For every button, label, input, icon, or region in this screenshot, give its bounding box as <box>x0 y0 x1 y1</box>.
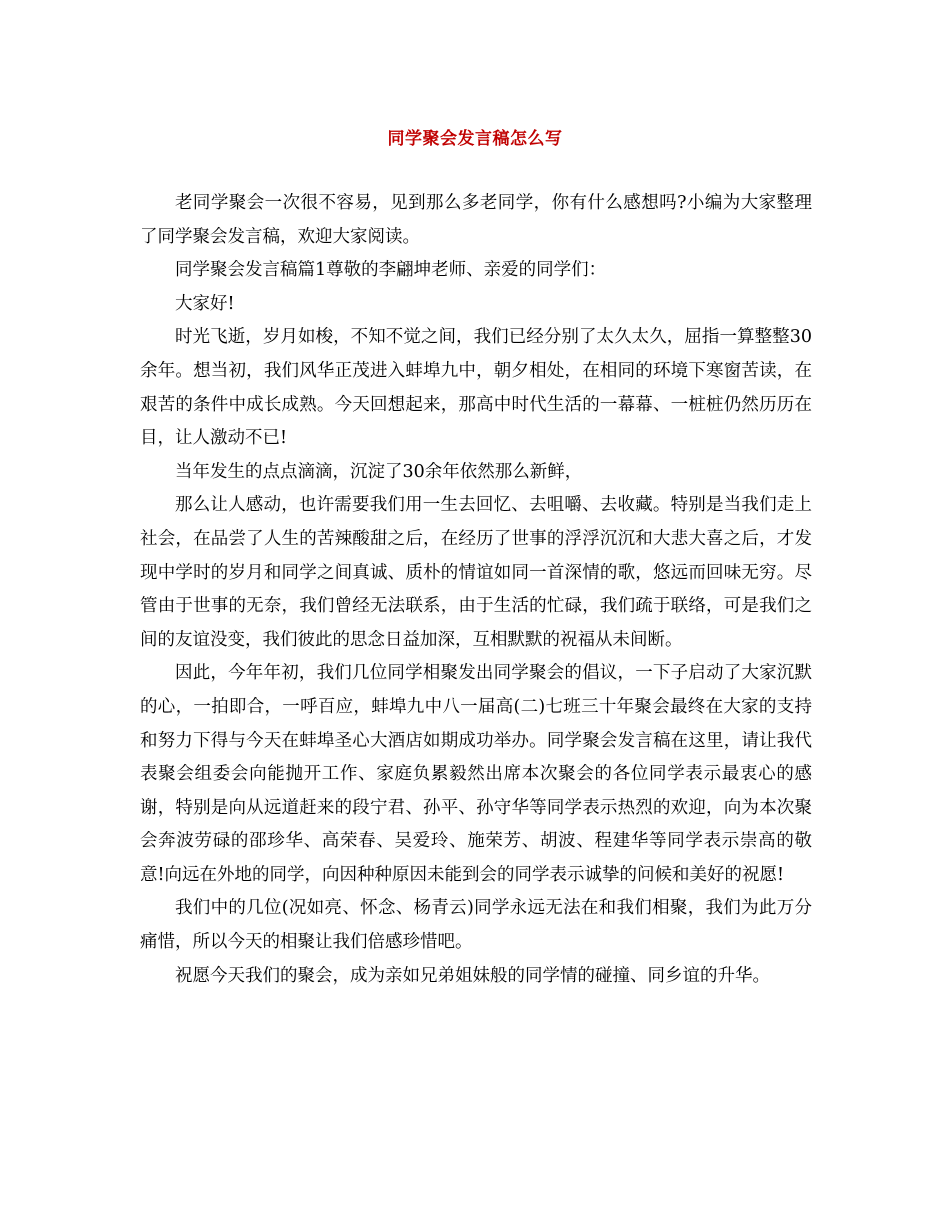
paragraph-time-flies: 时光飞逝，岁月如梭，不知不觉之间，我们已经分别了太久太久，屈指一算整整30余年。想当初，我们风华正茂进入蚌埠九中，朝夕相处，在相同的环境下寒窗苦读，在艰苦的条件中成长成熟。今天回想起来，那高中时代生活的一幕幕、一桩桩仍然历历在目，让人激动不已! <box>140 327 812 449</box>
document-body <box>140 187 812 993</box>
paragraph-wishes: 祝愿今天我们的聚会，成为亲如兄弟姐妹般的同学情的碰撞、同乡谊的升华。 <box>175 965 770 986</box>
paragraph-remembrance: 我们中的几位(况如亮、怀念、杨青云)同学永远无法在和我们相聚，我们为此万分痛惜，所以今天的相聚让我们倍感珍惜吧。 <box>140 898 812 953</box>
document-title: 同学聚会发言稿怎么写 <box>387 129 563 149</box>
paragraph-reunion-thanks: 因此，今年年初，我们几位同学相聚发出同学聚会的倡议，一下子启动了大家沉默的心，一拍即合，一呼百应，蚌埠九中八一届高(二)七班三十年聚会最终在大家的支持和努力下得与今天在蚌埠圣心大酒店如期成功举办。同学聚会发言稿在这里，请让我代表聚会组委会向能抛开工作、家庭负累毅然出席本次聚会的各位同学表示最衷心的感谢，特别是向从远道赶来的段宁君、孙平、孙守华等同学表示热烈的欢迎，向为本次聚会奔波劳碌的邵珍华、高荣春、吴爱玲、施荣芳、胡波、程建华等同学表示崇高的敬意!向远在外地的同学，向因种种原因未能到会的同学表示诚挚的问候和美好的祝愿! <box>140 663 812 885</box>
paragraph-friendship: 那么让人感动，也许需要我们用一生去回忆、去咀嚼、去收藏。特别是当我们走上社会，在品尝了人生的苦辣酸甜之后，在经历了世事的浮浮沉沉和大悲大喜之后，才发现中学时的岁月和同学之间真诚、质朴的情谊如同一首深情的歌，悠远而回味无穷。尽管由于世事的无奈，我们曾经无法联系，由于生活的忙碌，我们疏于联络，可是我们之间的友谊没变，我们彼此的思念日益加深，互相默默的祝福从未间断。 <box>140 495 812 650</box>
paragraph-greeting: 大家好! <box>175 293 235 314</box>
paragraph-memories: 当年发生的点点滴滴，沉淀了30余年依然那么新鲜， <box>175 461 583 482</box>
paragraph-intro: 老同学聚会一次很不容易，见到那么多老同学，你有什么感想吗?小编为大家整理了同学聚会发言稿，欢迎大家阅读。 <box>140 193 812 247</box>
paragraph-salutation: 同学聚会发言稿篇1尊敬的李翩坤老师、亲爱的同学们： <box>175 260 607 281</box>
